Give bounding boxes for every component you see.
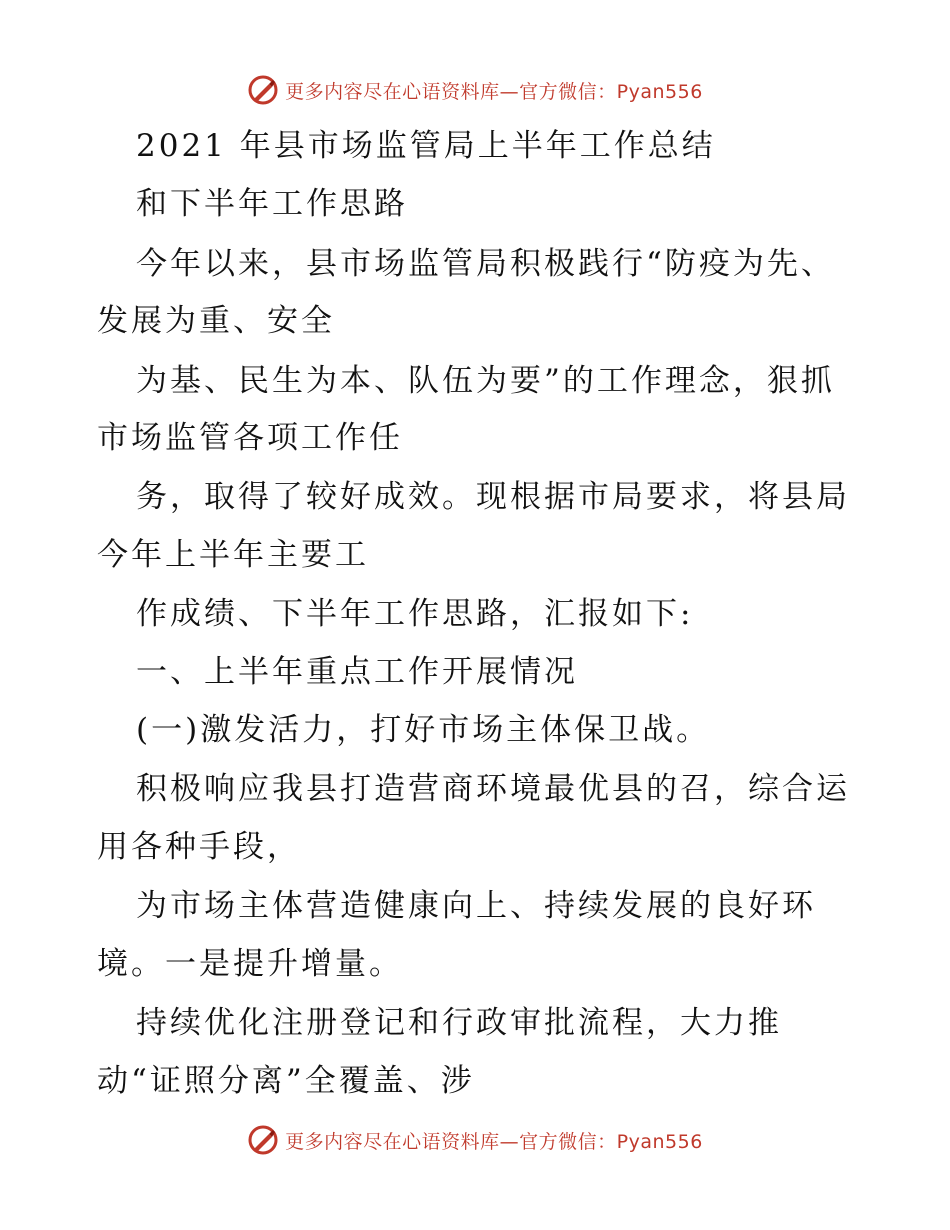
paragraph-line: 境。一是提升增量。 <box>97 946 403 982</box>
paragraph-line: 动“证照分离”全覆盖、涉 <box>97 1063 475 1099</box>
paragraph-line: 今年以来，县市场监管局积极践行“防疫为先、 <box>136 246 835 282</box>
header-banner <box>0 70 950 110</box>
paragraph-line: 市场监管各项工作任 <box>97 420 403 456</box>
banner-text: 更多内容尽在心语资料库—官方微信：Pyan556 <box>285 80 703 103</box>
paragraph-line: 用各种手段， <box>97 829 301 865</box>
document-title-line-2: 和下半年工作思路 <box>136 186 408 222</box>
paragraph-line: 作成绩、下半年工作思路，汇报如下: <box>136 596 694 632</box>
banner-text: 更多内容尽在心语资料库—官方微信：Pyan556 <box>285 1130 703 1153</box>
paragraph-line: 积极响应我县打造营商环境最优县的召，综合运 <box>136 771 850 807</box>
footer-banner <box>0 1120 950 1160</box>
document-title-line-1: 2021 年县市场监管局上半年工作总结 <box>136 128 716 164</box>
paragraph-line: 发展为重、安全 <box>97 303 335 339</box>
paragraph-line: 持续优化注册登记和行政审批流程，大力推 <box>136 1005 782 1041</box>
paragraph-line: 今年上半年主要工 <box>97 537 369 573</box>
section-heading: 一、上半年重点工作开展情况 <box>136 654 578 690</box>
paragraph-line: 为基、民生为本、队伍为要”的工作理念，狠抓 <box>136 363 835 399</box>
paragraph-line: 为市场主体营造健康向上、持续发展的良好环 <box>136 888 816 924</box>
pen-logo-icon <box>247 1124 279 1156</box>
paragraph-line: 务，取得了较好成效。现根据市局要求，将县局 <box>136 479 850 515</box>
subsection-heading: (一)激发活力，打好市场主体保卫战。 <box>136 712 711 748</box>
pen-logo-icon <box>247 74 279 106</box>
